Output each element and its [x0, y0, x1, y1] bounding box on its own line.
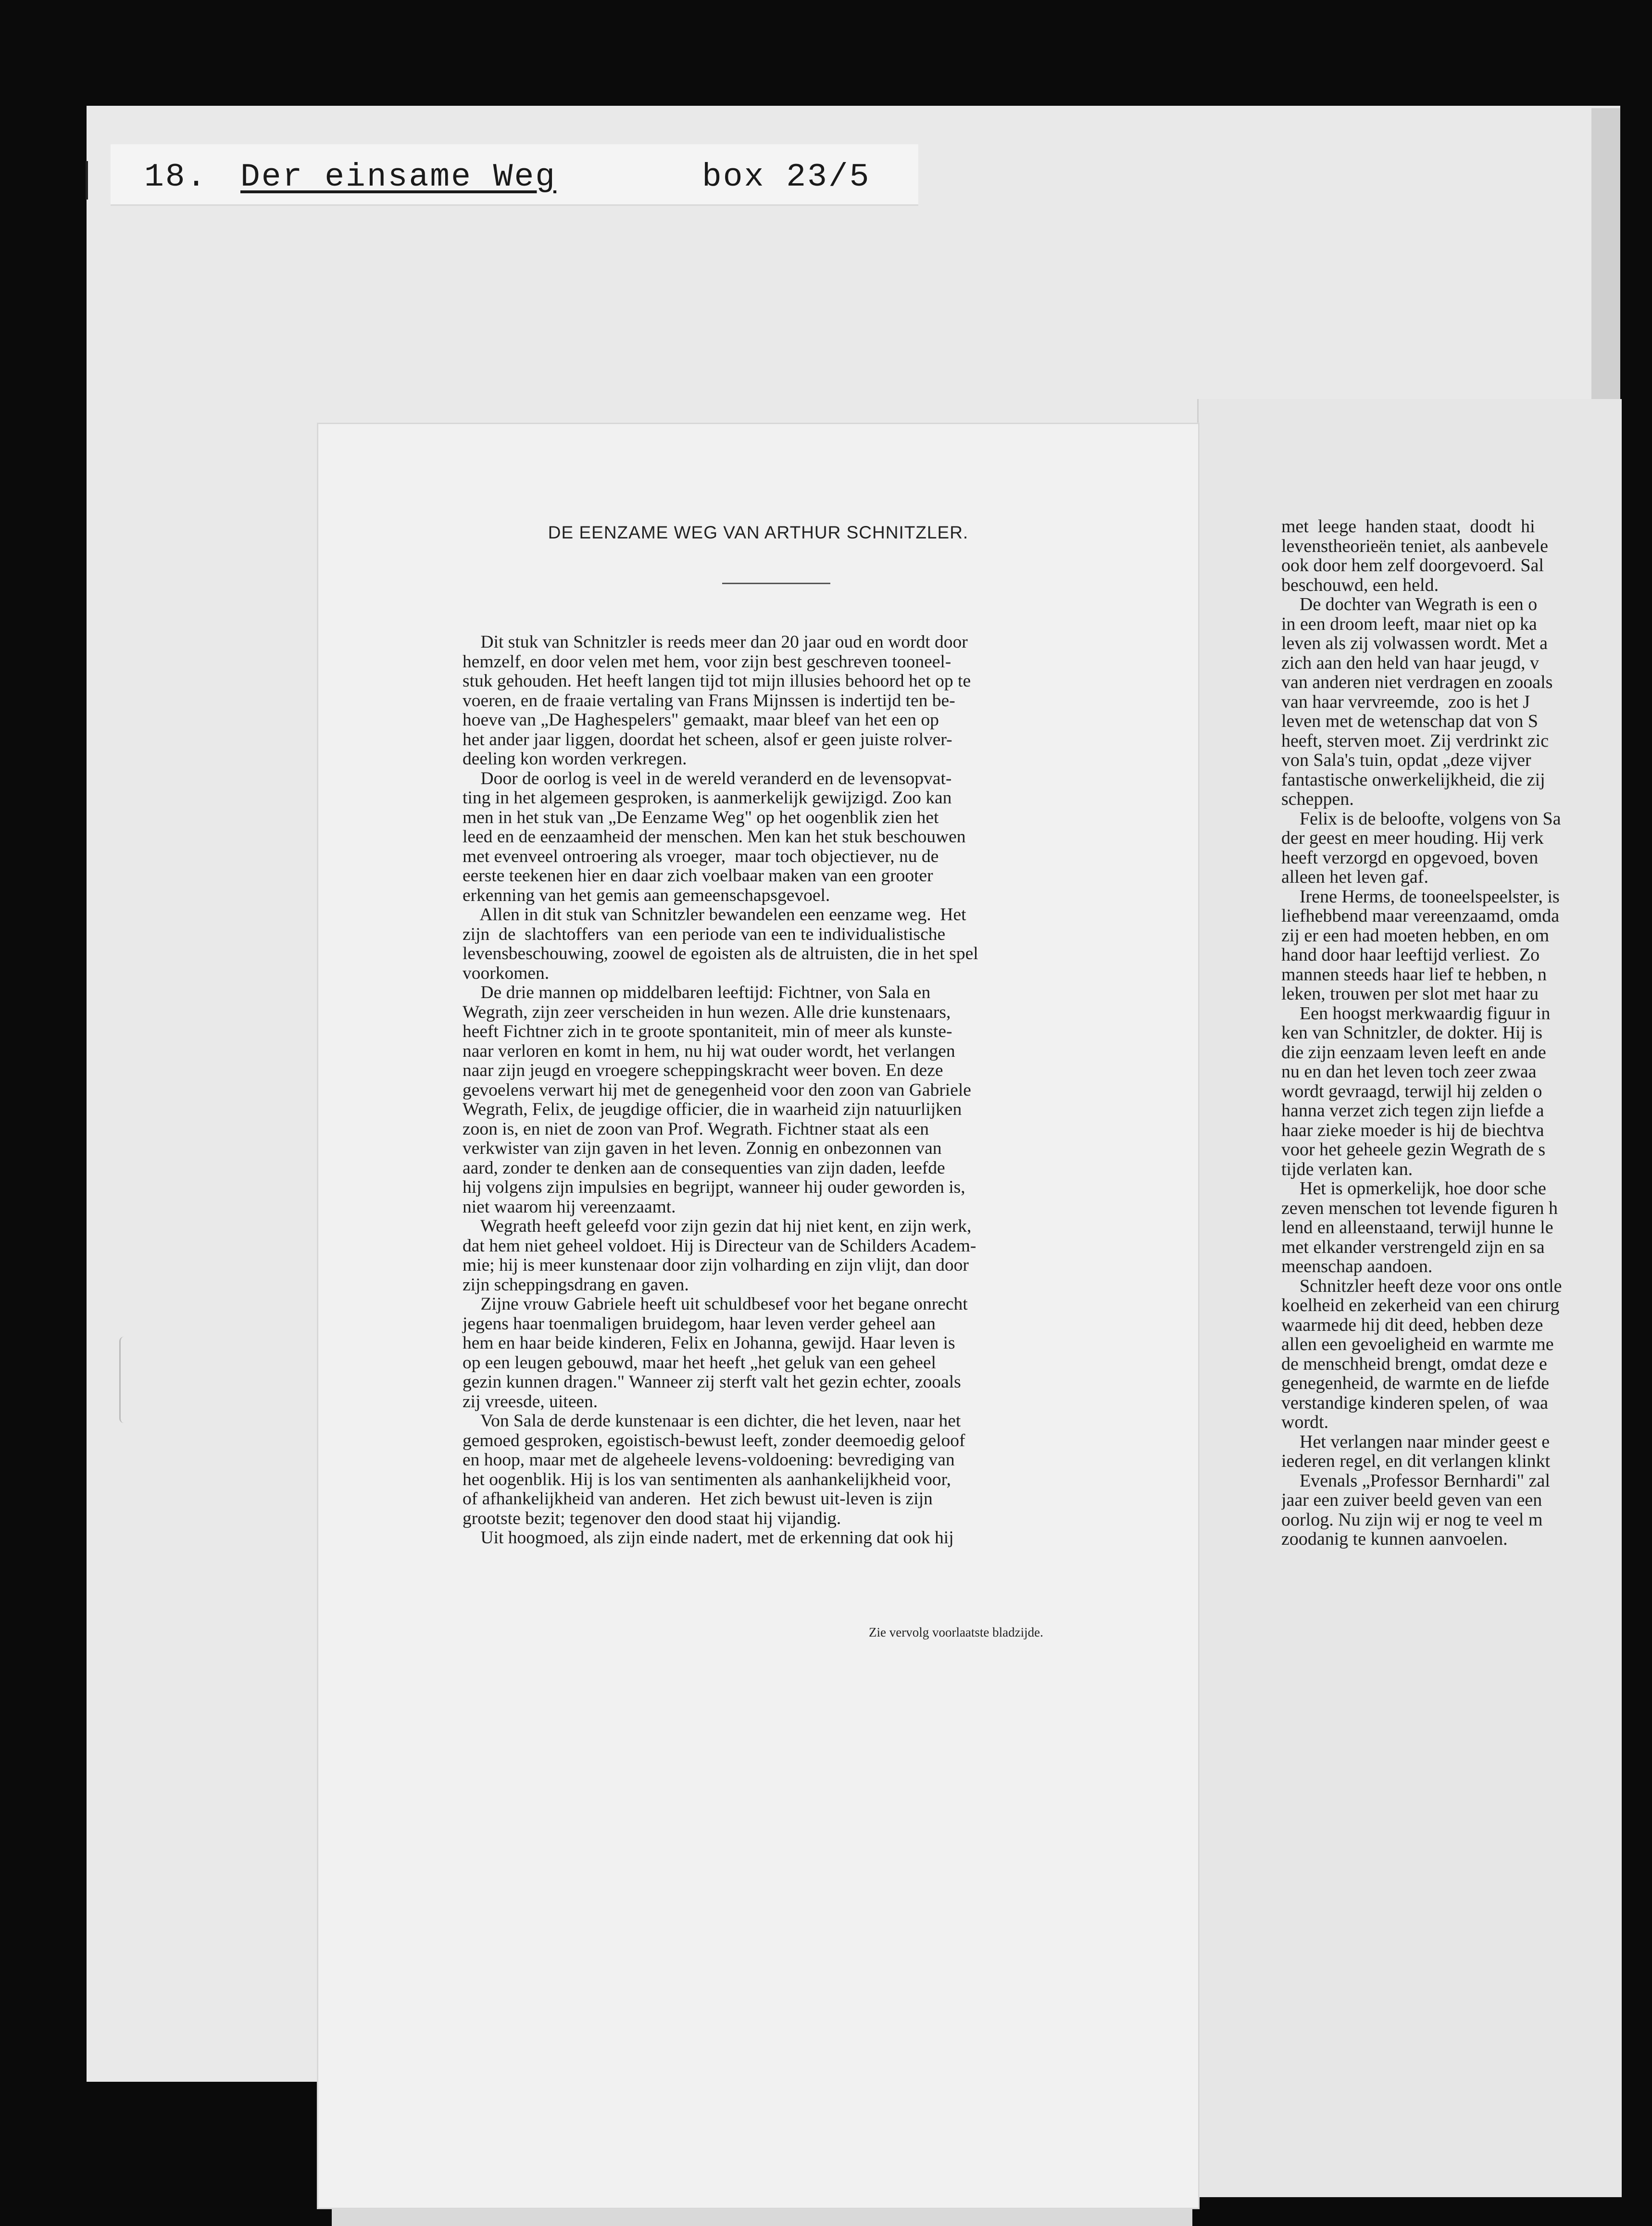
text-line: Zijne vrouw Gabriele heeft uit schuldbesef voor het begane onrecht [463, 1294, 968, 1314]
text-line: voor het geheele gezin Wegrath de s [1281, 1139, 1546, 1160]
text-line: jaar een zuiver beeld geven van een [1281, 1490, 1542, 1510]
text-line: eerste teekenen hier en daar zich voelbaar maken van een grooter [463, 866, 933, 886]
text-line: zich aan den held van haar jeugd, v [1281, 652, 1539, 673]
text-line: gevoelens verwart hij met de genegenheid voor den zoon van Gabriele [463, 1080, 971, 1100]
text-line: leken, trouwen per slot met haar zu [1281, 984, 1539, 1004]
text-line: Het is opmerkelijk, hoe door sche [1281, 1178, 1546, 1199]
text-line: leven met de wetenschap dat von S [1281, 711, 1538, 731]
text-line: hemzelf, en door velen met hem, voor zijn best geschreven tooneel- [463, 651, 951, 672]
newspaper-clipping [317, 423, 1199, 2209]
text-line: Wegrath heeft geleefd voor zijn gezin dat hij niet kent, en zijn werk, [463, 1216, 972, 1236]
text-line: oorlog. Nu zijn wij er nog te veel m [1281, 1509, 1543, 1530]
text-line: Wegrath, Felix, de jeugdige officier, die in waarheid zijn natuurlijken [463, 1100, 962, 1119]
text-line: met elkander verstrengeld zijn en sa [1281, 1237, 1545, 1257]
text-line: Allen in dit stuk van Schnitzler bewandelen een eenzame weg. Het [463, 905, 966, 925]
text-line: levensbeschouwing, zoowel de egoisten als de altruisten, die in het spel [463, 944, 978, 963]
text-line: alleen het leven gaf. [1281, 867, 1428, 887]
text-line: genegenheid, de warmte en de liefde [1281, 1373, 1550, 1393]
text-line: van anderen niet verdragen en zooals [1281, 672, 1553, 692]
text-line: met evenveel ontroering als vroeger, maar toch objectiever, nu de [463, 846, 939, 866]
text-line: liefhebbend maar vereenzaamd, omda [1281, 906, 1560, 926]
text-line: beschouwd, een held. [1281, 575, 1439, 595]
margin-mark [86, 161, 88, 200]
text-line: stuk gehouden. Het heeft langen tijd tot mijn illusies behoord het op te [463, 671, 971, 691]
text-line: iederen regel, en dit verlangen klinkt [1281, 1451, 1551, 1471]
text-line: wordt. [1281, 1412, 1329, 1432]
article-body [463, 633, 1174, 1548]
article-title: DE EENZAME WEG VAN ARTHUR SCHNITZLER. [548, 523, 969, 542]
text-line: waarmede hij dit deed, hebben deze [1281, 1314, 1543, 1335]
text-line: der geest en meer houding. Hij verk [1281, 828, 1544, 848]
text-line: het oogenblik. Hij is los van sentimenten als aanhankelijkheid voor, [463, 1469, 951, 1489]
text-line: tijde verlaten kan. [1281, 1159, 1413, 1179]
text-line: von Sala's tuin, opdat „deze vijver [1281, 750, 1531, 770]
text-line: niet waarom hij vereenzaamt. [463, 1197, 676, 1217]
text-line: zij er een had moeten hebben, en om [1281, 925, 1550, 946]
text-line: met leege handen staat, doodt hi [1281, 517, 1535, 537]
text-line: nu en dan het leven toch zeer zwaa [1281, 1062, 1537, 1082]
text-line: heeft, sterven moet. Zij verdrinkt zic [1281, 730, 1549, 751]
text-line: Uit hoogmoed, als zijn einde nadert, met de erkenning dat ook hij [463, 1528, 954, 1548]
text-line: allen een gevoeligheid en warmte me [1281, 1334, 1554, 1354]
text-line: leed en de eenzaamheid der menschen. Men kan het stuk beschouwen [463, 827, 966, 847]
text-line: hanna verzet zich tegen zijn liefde a [1281, 1100, 1544, 1121]
text-line: Dit stuk van Schnitzler is reeds meer dan 20 jaar oud en wordt door [463, 632, 968, 652]
text-line: wordt gevraagd, terwijl hij zelden o [1281, 1081, 1542, 1101]
text-line: verkwister van zijn gaven in het leven. Zonnig en onbezonnen van [463, 1138, 942, 1158]
text-line: die zijn eenzaam leven leeft en ande [1281, 1042, 1546, 1063]
label-box: box 23/5 [702, 159, 871, 196]
text-line: grootste bezit; tegenover den dood staat hij vijandig. [463, 1508, 841, 1528]
text-line: De dochter van Wegrath is een o [1281, 594, 1538, 614]
text-line: fantastische onwerkelijkheid, die zij [1281, 769, 1545, 790]
text-line: Een hoogst merkwaardig figuur in [1281, 1003, 1551, 1024]
text-line: heeft Fichtner zich in te groote spontaniteit, min of meer als kunste- [463, 1022, 952, 1041]
text-line: op een leugen gebouwd, maar het heeft „het geluk van een geheel [463, 1352, 936, 1373]
text-line: ting in het algemeen gesproken, is aanmerkelijk gewijzigd. Zoo kan [463, 788, 952, 808]
text-line: van haar vervreemde, zoo is het J [1281, 691, 1530, 712]
text-line: de menschheid brengt, omdat deze e [1281, 1353, 1547, 1374]
text-line: en hoop, maar met de algeheele levens-voldoening: bevrediging van [463, 1450, 955, 1470]
text-line: dat hem niet geheel voldoet. Hij is Directeur van de Schilders Academ- [463, 1236, 976, 1256]
text-line: lend en alleenstaand, terwijl hunne le [1281, 1217, 1553, 1238]
text-line: haar zieke moeder is hij de biechtva [1281, 1120, 1544, 1140]
label-title: Der einsame Weg [240, 159, 557, 196]
text-line: scheppen. [1281, 789, 1354, 809]
clipping-shadow [332, 2207, 1192, 2226]
text-line: zeven menschen tot levende figuren h [1281, 1198, 1558, 1218]
text-line: ook door hem zelf doorgevoerd. Sal [1281, 555, 1544, 575]
text-line: zij vreesde, uiteen. [463, 1391, 598, 1412]
text-line: deeling kon worden verkregen. [463, 749, 687, 769]
continuation-column [1281, 517, 1618, 1549]
text-line: aard, zonder te denken aan de consequenties van zijn daden, leefde [463, 1158, 945, 1178]
text-line: Schnitzler heeft deze voor ons ontle [1281, 1276, 1562, 1296]
text-line: gezin kunnen dragen." Wanneer zij sterft valt het gezin echter, zooals [463, 1372, 961, 1392]
text-line: erkenning van het gemis aan gemeenschapsgevoel. [463, 885, 830, 905]
text-line: men in het stuk van „De Eenzame Weg" op het oogenblik zien het [463, 807, 939, 827]
text-line: zijn de slachtoffers van een periode van een te individualistische [463, 924, 946, 944]
text-line: zoodanig te kunnen aanvoelen. [1281, 1529, 1508, 1549]
text-line: verstandige kinderen spelen, of waa [1281, 1392, 1549, 1413]
text-line: levenstheorieën teniet, als aanbevele [1281, 536, 1548, 556]
text-line: hand door haar leeftijd verliest. Zo [1281, 945, 1540, 965]
text-line: mie; hij is meer kunstenaar door zijn volharding en zijn vlijt, dan door [463, 1255, 969, 1275]
label-number: 18. [144, 159, 208, 196]
text-line: gemoed gesproken, egoistisch-bewust leeft, zonder deemoedig geloof [463, 1430, 965, 1451]
text-line: Het verlangen naar minder geest e [1281, 1431, 1550, 1452]
text-line: leven als zij volwassen wordt. Met a [1281, 633, 1548, 653]
text-line: voeren, en de fraaie vertaling van Frans Mijnssen is indertijd ten be- [463, 690, 955, 711]
text-line: naar zijn jeugd en vroegere scheppingskracht weer boven. En deze [463, 1061, 943, 1080]
text-line: zoon is, en niet de zoon van Prof. Wegrath. Fichtner staat als een [463, 1119, 929, 1139]
text-line: het ander jaar liggen, doordat het scheen, alsof er geen juiste rolver- [463, 729, 952, 750]
text-line: Evenals „Professor Bernhardi" zal [1281, 1470, 1550, 1491]
text-line: Felix is de beloofte, volgens von Sa [1281, 808, 1561, 829]
text-line: Von Sala de derde kunstenaar is een dichter, die het leven, naar het [463, 1411, 961, 1431]
text-line: heeft verzorgd en opgevoed, boven [1281, 847, 1539, 868]
text-line: meenschap aandoen. [1281, 1256, 1433, 1276]
paper-fold [119, 1337, 131, 1423]
text-line: De drie mannen op middelbaren leeftijd: Fichtner, von Sala en [463, 983, 931, 1002]
text-line: jegens haar toenmaligen bruidegom, haar leven verder geheel aan [463, 1313, 936, 1334]
text-line: voorkomen. [463, 963, 550, 983]
text-line: Irene Herms, de tooneelspeelster, is [1281, 886, 1560, 907]
text-line: hij volgens zijn impulsies en begrijpt, wanneer hij ouder geworden is, [463, 1177, 965, 1197]
text-line: of afhankelijkheid van anderen. Het zich bewust uit-leven is zijn [463, 1489, 933, 1509]
article-footnote: Zie vervolg voorlaatste bladzijde. [869, 1625, 1043, 1639]
text-line: naar verloren en komt in hem, nu hij wat ouder wordt, het verlangen [463, 1041, 955, 1061]
text-line: mannen steeds haar lief te hebben, n [1281, 964, 1547, 985]
text-line: Door de oorlog is veel in de wereld veranderd en de levensopvat- [463, 768, 952, 788]
text-line: Wegrath, zijn zeer verscheiden in hun wezen. Alle drie kunstenaars, [463, 1002, 951, 1022]
text-line: zijn scheppingsdrang en gaven. [463, 1275, 689, 1295]
text-line: ken van Schnitzler, de dokter. Hij is [1281, 1023, 1543, 1043]
text-line: hoeve van „De Haghespelers" gemaakt, maar bleef van het een op [463, 710, 939, 730]
text-line: hem en haar beide kinderen, Felix en Johanna, gewijd. Haar leven is [463, 1333, 955, 1353]
text-line: in een droom leeft, maar niet op ka [1281, 613, 1537, 634]
text-line: koelheid en zekerheid van een chirurg [1281, 1295, 1560, 1315]
archive-label [111, 144, 918, 206]
title-rule [722, 583, 830, 584]
